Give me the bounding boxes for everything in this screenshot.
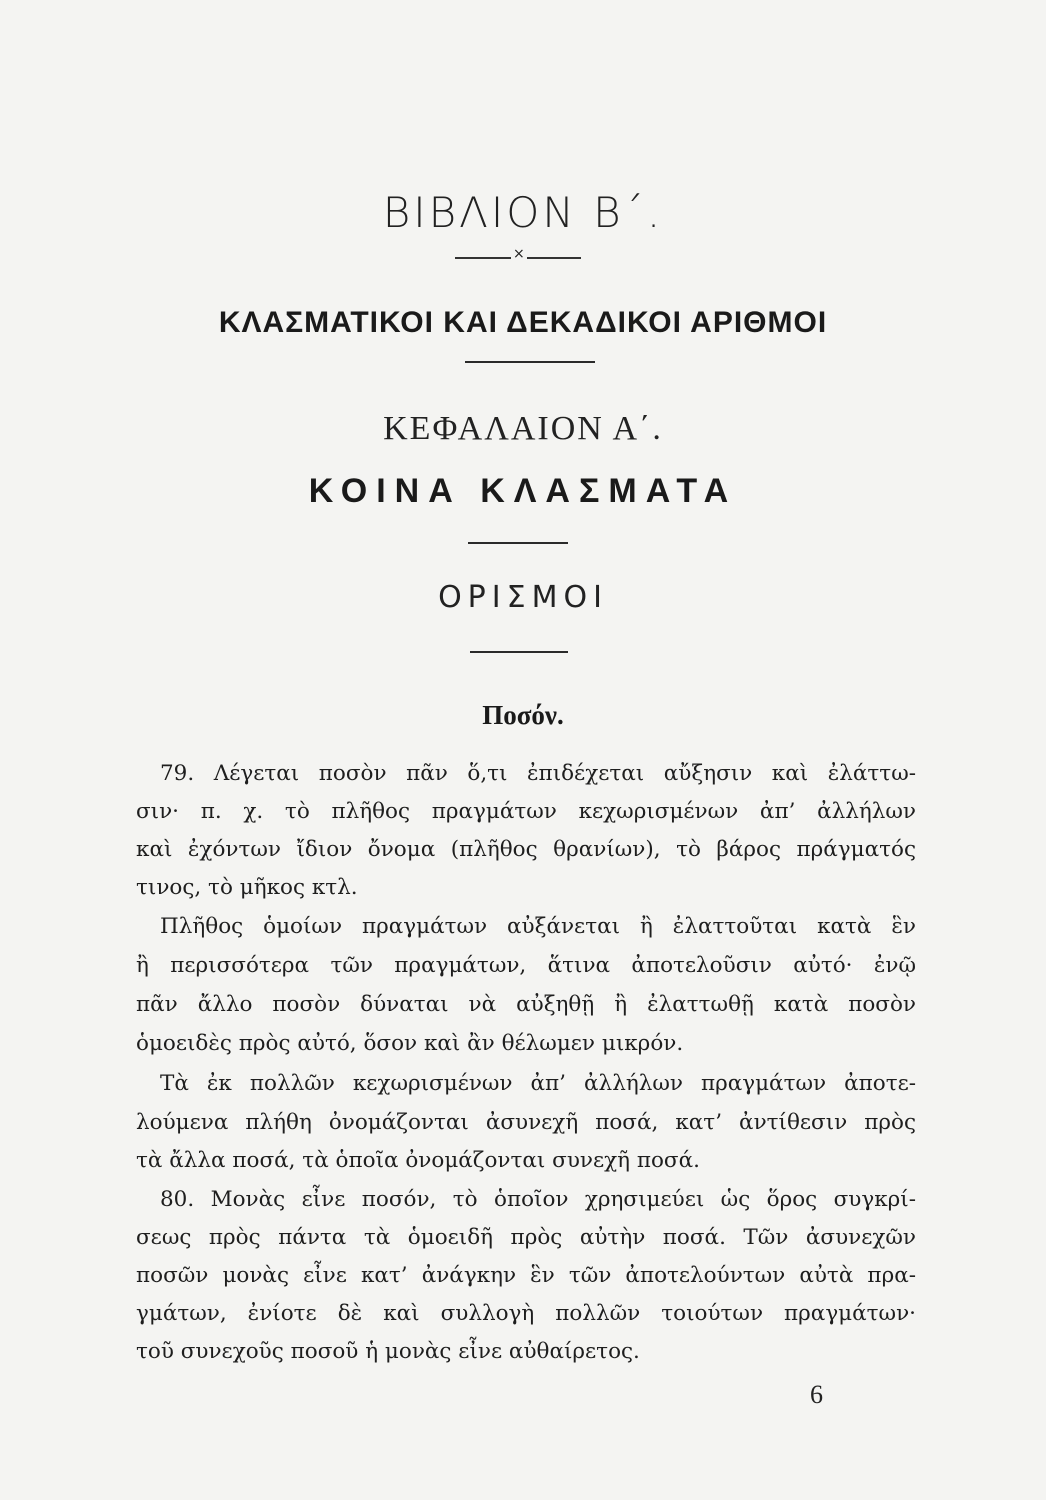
paragraph-line: τὰ ἄλλα ποσά, τὰ ὁποῖα ὀνομάζονται συνεχῆ ποσά. bbox=[136, 1148, 700, 1173]
paragraph-line: ὁμοειδὲς πρὸς αὐτό, ὅσον καὶ ἂν θέλωμεν μικρόν. bbox=[136, 1031, 684, 1056]
paragraph-line: λούμενα πλήθη ὀνομάζονται ἀσυνεχῆ ποσά, κατ’ ἀντίθεσιν πρὸς bbox=[136, 1110, 916, 1135]
paragraph-line: τοῦ συνεχοῦς ποσοῦ ἡ μονὰς εἶνε αὐθαίρετος. bbox=[136, 1339, 640, 1364]
paragraph-line: γμάτων, ἐνίοτε δὲ καὶ συλλογὴ πολλῶν τοιούτων πραγμάτων· bbox=[136, 1301, 916, 1326]
paragraph-line: 79. Λέγεται ποσὸν πᾶν ὅ,τι ἐπιδέχεται αὔξησιν καὶ ἐλάττω- bbox=[160, 761, 916, 786]
divider-rule bbox=[470, 651, 568, 653]
paragraph-line: 80. Μονὰς εἶνε ποσόν, τὸ ὁποῖον χρησιμεύει ὡς ὅρος συγκρί- bbox=[160, 1187, 916, 1212]
paragraph-line: σιν· π. χ. τὸ πλῆθος πραγμάτων κεχωρισμένων ἀπ’ ἀλλήλων bbox=[136, 799, 916, 824]
paragraph-line: καὶ ἐχόντων ἴδιον ὄνομα (πλῆθος θρανίων), τὸ βάρος πράγματός bbox=[136, 837, 916, 862]
paragraph-line: Πλῆθος ὁμοίων πραγμάτων αὐξάνεται ἢ ἐλαττοῦται κατὰ ἓν bbox=[160, 914, 916, 939]
chapter-subtitle: ΚΟΙΝΑ ΚΛΑΣΜΑΤΑ bbox=[308, 472, 738, 510]
page-number: 6 bbox=[810, 1380, 823, 1409]
paragraph-line: Τὰ ἐκ πολλῶν κεχωρισμένων ἀπ’ ἀλλήλων πραγμάτων ἀποτε- bbox=[160, 1071, 916, 1096]
section-title: ΟΡΙΣΜΟΙ bbox=[438, 580, 608, 615]
ornament-cross: × bbox=[513, 246, 525, 262]
divider-rule bbox=[468, 542, 568, 544]
paragraph-line: τινος, τὸ μῆκος κτλ. bbox=[136, 875, 358, 900]
divider-rule bbox=[465, 361, 595, 363]
book-title: ΒΙΒΛΙΟΝ Β΄. bbox=[382, 188, 664, 237]
subsection-title: Ποσόν. bbox=[482, 700, 564, 730]
part-title: ΚΛΑΣΜΑΤΙΚΟΙ ΚΑΙ ΔΕΚΑΔΙΚΟΙ ΑΡΙΘΜΟΙ bbox=[218, 306, 828, 339]
paragraph-line: σεως πρὸς πάντα τὰ ὁμοειδῆ πρὸς αὐτὴν ποσά. Τῶν ἀσυνεχῶν bbox=[136, 1225, 916, 1250]
paragraph-line: ποσῶν μονὰς εἶνε κατ’ ἀνάγκην ἓν τῶν ἀποτελούντων αὐτὰ πρα- bbox=[136, 1263, 916, 1288]
chapter-title: ΚΕΦΑΛΑΙΟΝ Α΄. bbox=[383, 410, 663, 447]
paragraph-line: ἢ περισσότερα τῶν πραγμάτων, ἅτινα ἀποτελοῦσιν αὐτό· ἐνῷ bbox=[136, 953, 916, 978]
paragraph-line: πᾶν ἄλλο ποσὸν δύναται νὰ αὐξηθῇ ἢ ἐλαττωθῇ κατὰ ποσὸν bbox=[136, 992, 916, 1017]
